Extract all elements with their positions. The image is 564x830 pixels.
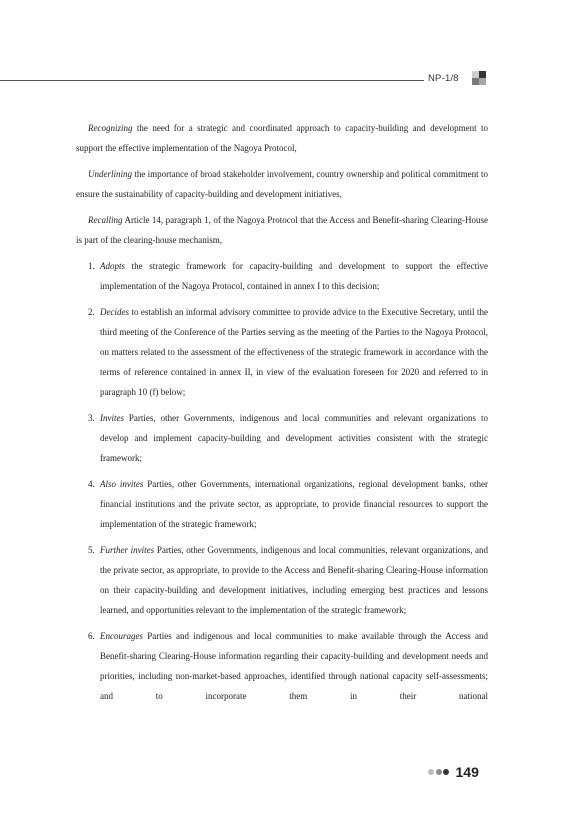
operative-paragraph-5 bbox=[76, 540, 488, 620]
page-number: 149 bbox=[455, 764, 479, 780]
paragraph-number: 2. bbox=[88, 307, 95, 317]
operative-lead: Adopts bbox=[100, 261, 126, 271]
document-body bbox=[76, 118, 488, 712]
preamble-text: the need for a strategic and coordinated approach to capacity-building and development to support the effective implementation of the Nagoya Protocol, bbox=[76, 123, 488, 153]
operative-text: Parties and indigenous and local communities to make available through the Access and Benefit-sharing Clearing-House information regarding their capacity-building and development needs and priorities, including non-market-based approaches, identified through national capacity self-assessments; and to incorporate them in their national bbox=[100, 631, 488, 701]
header-squares-icon bbox=[472, 71, 486, 85]
operative-lead: Further invites bbox=[100, 545, 155, 555]
operative-paragraph-3 bbox=[76, 408, 488, 468]
document-code: NP-1/8 bbox=[428, 73, 459, 84]
preamble-lead: Recognizing bbox=[88, 123, 133, 133]
operative-text: the strategic framework for capacity-building and development to support the effective implementation of the Nagoya Protocol, contained in annex I to this decision; bbox=[100, 261, 488, 291]
dot-medium bbox=[436, 769, 442, 775]
operative-text: Parties, other Governments, indigenous and local communities, relevant organizations, and the private sector, as appropriate, to provide to the Access and Benefit-sharing Clearing-House information on their capacity-building and development initiatives, including emerging best practices and lessons learned, and opportunities relevant to the implementation of the strategic framework; bbox=[100, 545, 488, 615]
operative-text: Parties, other Governments, indigenous and local communities and relevant organizations to develop and implement capacity-building and development activities consistent with the strategic framework; bbox=[100, 413, 488, 463]
paragraph-number: 4. bbox=[88, 479, 95, 489]
square-dark bbox=[479, 71, 486, 78]
header-rule bbox=[0, 80, 424, 81]
dot-light bbox=[428, 769, 434, 775]
paragraph-number: 5. bbox=[88, 545, 95, 555]
operative-lead: Decides bbox=[100, 307, 129, 317]
paragraph-number: 3. bbox=[88, 413, 95, 423]
preamble-text: the importance of broad stakeholder involvement, country ownership and political commitment to ensure the sustainability of capacity-building and development initiatives, bbox=[76, 169, 488, 199]
preamble-lead: Underlining bbox=[88, 169, 132, 179]
preamble-recalling bbox=[76, 210, 488, 250]
paragraph-number: 6. bbox=[88, 631, 95, 641]
preamble-text: Article 14, paragraph 1, of the Nagoya Protocol that the Access and Benefit-sharing Clearing-House is part of the clearing-house mechanism, bbox=[76, 215, 488, 245]
operative-paragraph-4 bbox=[76, 474, 488, 534]
operative-text: Parties, other Governments, international organizations, regional development banks, other financial institutions and the private sector, as appropriate, to provide financial resources to support the implementation of the strategic framework; bbox=[100, 479, 488, 529]
preamble-underlining bbox=[76, 164, 488, 204]
square-light bbox=[472, 71, 479, 78]
operative-lead: Also invites bbox=[100, 479, 144, 489]
dot-dark bbox=[443, 769, 449, 775]
operative-paragraph-1 bbox=[76, 256, 488, 296]
preamble-recognizing bbox=[76, 118, 488, 158]
operative-paragraph-2 bbox=[76, 302, 488, 402]
operative-paragraph-6 bbox=[76, 626, 488, 706]
paragraph-number: 1. bbox=[88, 261, 95, 271]
page-footer bbox=[428, 762, 479, 782]
square-gray bbox=[479, 78, 486, 85]
operative-text: to establish an informal advisory committee to provide advice to the Executive Secretary, until the third meeting of the Conference of the Parties serving as the meeting of the Parties to the Nagoya Protocol, on matters related to the assessment of the effectiveness of the strategic framework in accordance with the terms of reference contained in annex II, in view of the evaluation foreseen for 2020 and referred to in paragraph 10 (f) below; bbox=[100, 307, 488, 397]
operative-lead: Encourages bbox=[100, 631, 143, 641]
preamble-lead: Recalling bbox=[88, 215, 123, 225]
footer-dots-icon bbox=[428, 769, 451, 775]
operative-lead: Invites bbox=[100, 413, 124, 423]
square-medium bbox=[472, 78, 479, 85]
